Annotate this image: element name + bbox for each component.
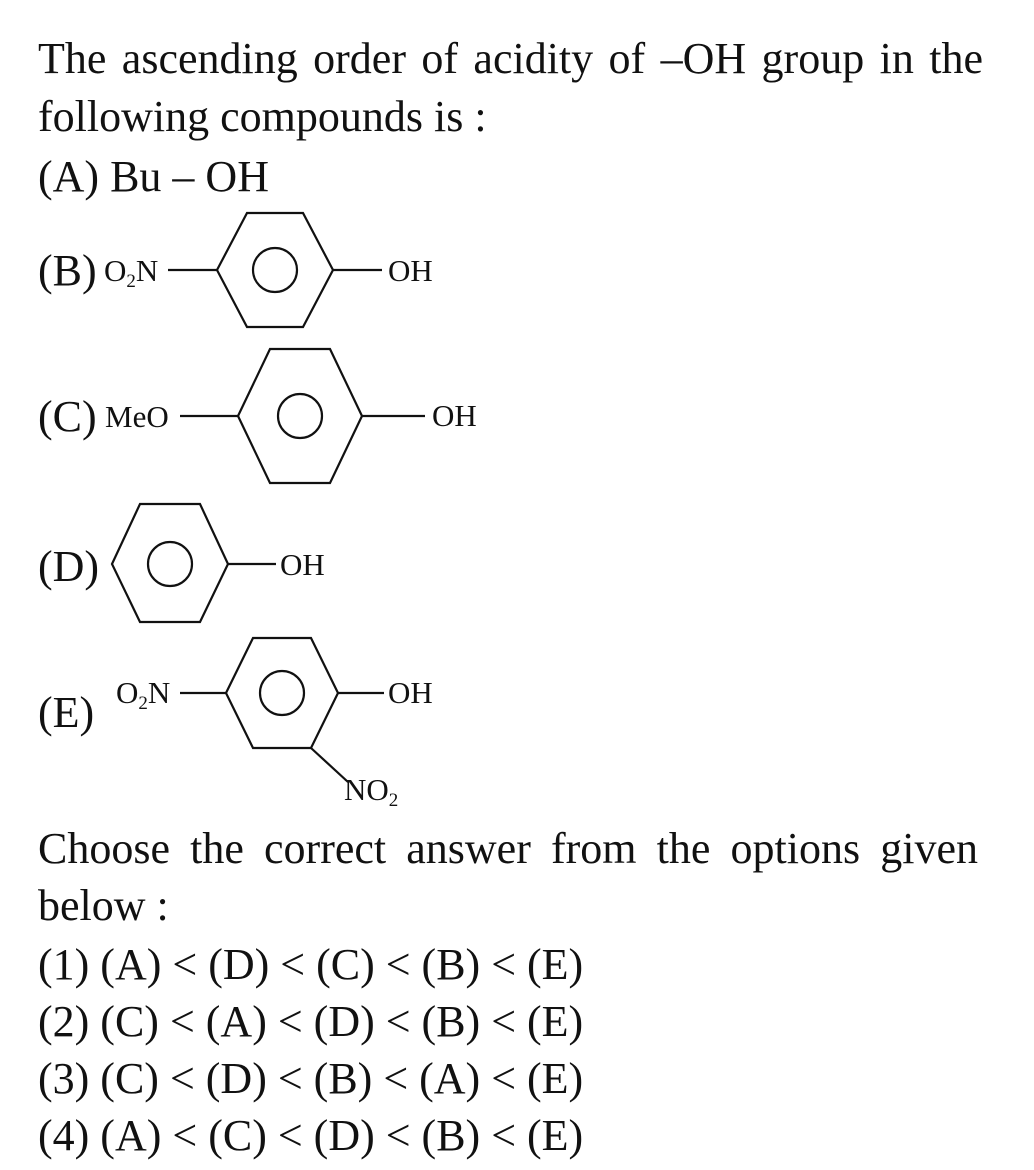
answer-option-1: (1) (A) < (D) < (C) < (B) < (E) <box>38 940 584 989</box>
answer-option-4: (4) (A) < (C) < (D) < (B) < (E) <box>38 1111 584 1160</box>
compound-d-benzene-ring <box>100 498 280 628</box>
compound-b-benzene-ring <box>160 200 390 340</box>
compound-b-label: (B) <box>38 246 97 295</box>
compound-e-benzene-ring <box>180 630 390 790</box>
compound-c-methoxy-group: MeO <box>105 399 169 434</box>
compound-c-hydroxyl: OH <box>432 398 477 433</box>
instruction-text: Choose the correct answer from the options given below : <box>38 824 978 930</box>
compound-c-label: (C) <box>38 392 97 441</box>
compound-d-hydroxyl: OH <box>280 547 325 582</box>
compound-e-label: (E) <box>38 688 95 737</box>
compound-e-hydroxyl: OH <box>388 675 433 710</box>
compound-e-nitro-group-bottom: $NO_2$ <box>344 772 399 811</box>
compound-e-nitro-group-left: $O_2N$ <box>116 675 171 714</box>
answer-option-3: (3) (C) < (D) < (B) < (A) < (E) <box>38 1054 584 1103</box>
compound-d-label: (D) <box>38 542 100 591</box>
answer-option-2: (2) (C) < (A) < (D) < (B) < (E) <box>38 997 584 1046</box>
compound-c-benzene-ring <box>180 344 430 488</box>
compound-b-nitro-group: $O_2N$ <box>104 253 159 292</box>
question-text: The ascending order of acidity of –OH group in the following compounds is : <box>38 34 983 141</box>
compound-b-hydroxyl: OH <box>388 253 433 288</box>
compound-a-label: (A) Bu – OH <box>38 152 269 201</box>
